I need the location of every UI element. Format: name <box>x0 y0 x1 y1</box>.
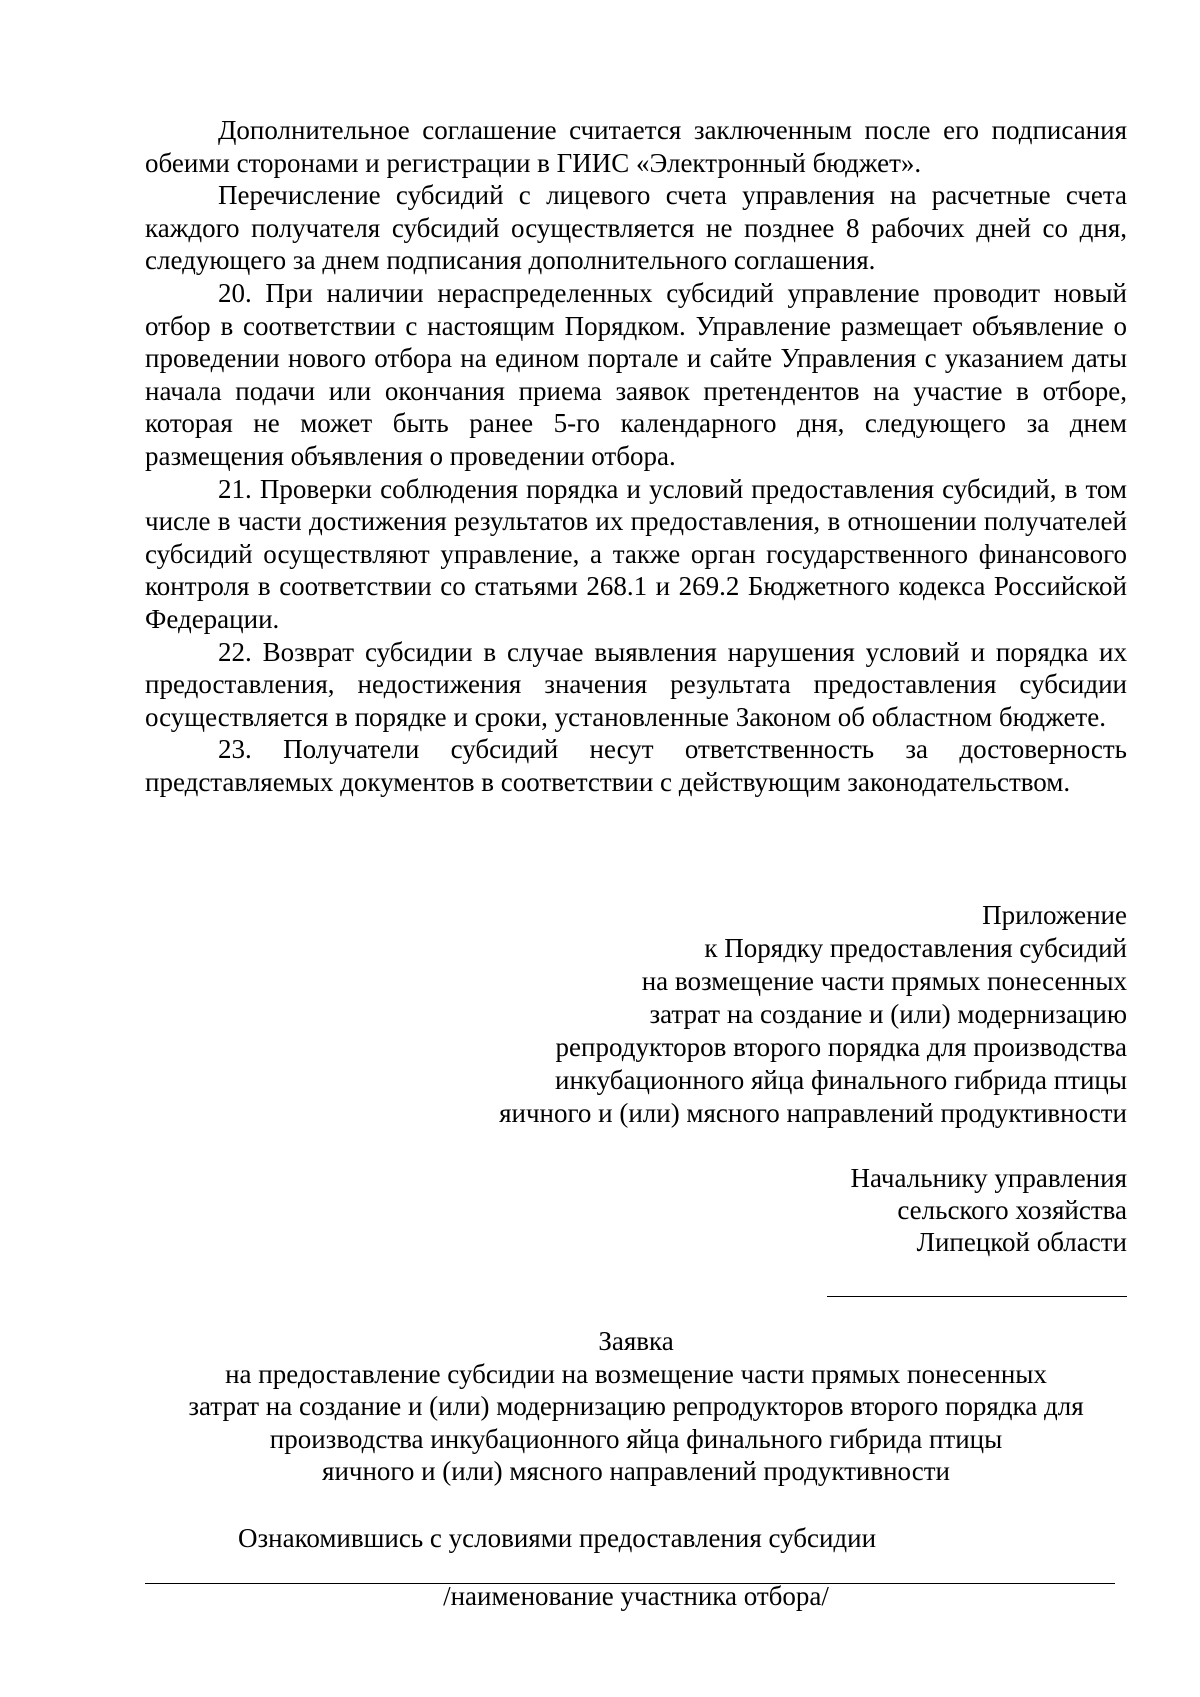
addressee-line: сельского хозяйства <box>897 1195 1127 1225</box>
paragraph-23: 23. Получатели субсидий несут ответственность за достоверность представляемых документов в соответствии с действующим законодательством. <box>145 734 1127 797</box>
appendix-header <box>499 899 1127 1130</box>
paragraph-21: 21. Проверки соблюдения порядка и условий предоставления субсидий, в том числе в части достижения результатов их предоставления, в отношении получателей субсидий осуществляют управление, а также орган государственного финансового контроля в соответствии со статьями 268.1 и 269.2 Бюджетного кодекса Российской Федерации. <box>145 473 1127 634</box>
addressee-line: Начальнику управления <box>850 1163 1127 1193</box>
addressee-signature-line <box>827 1296 1127 1297</box>
paragraph-22: 22. Возврат субсидии в случае выявления нарушения условий и порядка их предоставления, недостижения значения результата предоставления субсидии осуществляется в порядке и сроки, установленные Законом об областном бюджете. <box>145 636 1127 732</box>
application-subtitle-line: производства инкубационного яйца финального гибрида птицы <box>269 1423 1003 1454</box>
paragraph-transfer: Перечисление субсидий с лицевого счета управления на расчетные счета каждого получателя субсидий осуществляется не позднее 8 рабочих дней со дня, следующего за днем подписания дополнительного соглашения. <box>145 180 1127 276</box>
participant-name-caption: /наименование участника отбора/ <box>443 1581 829 1611</box>
appendix-line: затрат на создание и (или) модернизацию <box>649 999 1127 1029</box>
appendix-line: репродукторов второго порядка для производства <box>555 1032 1127 1062</box>
application-subtitle-line: затрат на создание и (или) модернизацию репродукторов второго порядка для <box>188 1391 1084 1421</box>
application-heading: Заявка <box>598 1326 674 1356</box>
appendix-line: на возмещение части прямых понесенных <box>641 966 1127 996</box>
addressee-line: Липецкой области <box>916 1227 1127 1257</box>
appendix-line: яичного и (или) мясного направлений продуктивности <box>499 1098 1127 1128</box>
application-title <box>145 1325 1127 1488</box>
application-subtitle-line: яичного и (или) мясного направлений продуктивности <box>322 1456 950 1486</box>
application-subtitle-line: на предоставление субсидии на возмещение части прямых понесенных <box>225 1358 1047 1389</box>
addressee-block <box>851 1162 1127 1258</box>
appendix-line: к Порядку предоставления субсидий <box>704 933 1127 963</box>
paragraph-20: 20. При наличии нераспределенных субсидий управление проводит новый отбор в соответствии с настоящим Порядком. Управление размещает объявление о проведении нового отбора на едином портале и сайте Управления с указанием даты начала подачи или окончания приема заявок претендентов на участие в отборе, которая не может быть ранее 5-го календарного дня, следующего за днем размещения объявления о проведении отбора. <box>145 277 1127 471</box>
regulation-text <box>145 114 1127 798</box>
appendix-line: инкубационного яйца финального гибрида птицы <box>555 1065 1127 1095</box>
paragraph-agreement: Дополнительное соглашение считается заключенным после его подписания обеими сторонами и регистрации в ГИИС «Электронный бюджет». <box>145 115 1127 178</box>
appendix-line: Приложение <box>982 900 1127 930</box>
acquainted-statement: Ознакомившись с условиями предоставления субсидии <box>238 1523 877 1553</box>
